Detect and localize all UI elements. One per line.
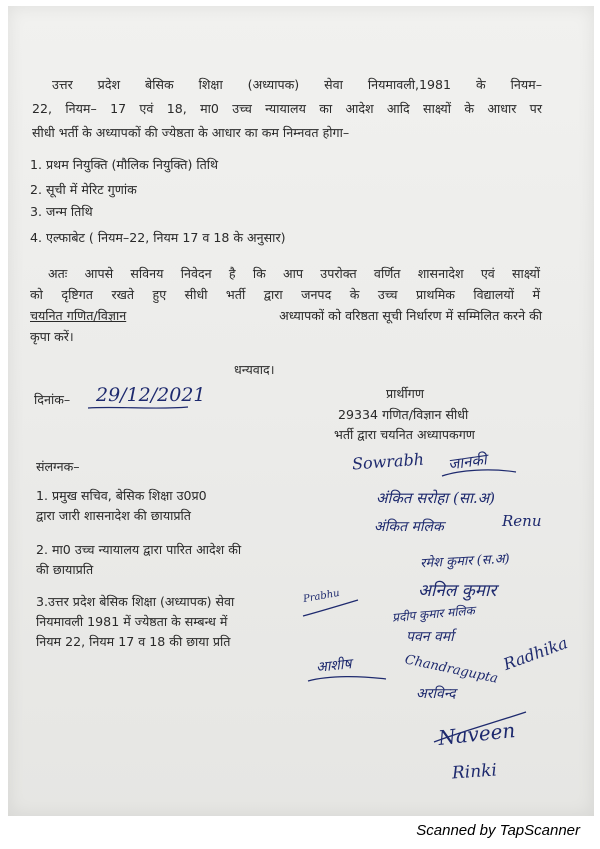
signature-ashish: आशीष [315,656,353,676]
signature-ankit-malik: अंकित मलिक [374,519,444,535]
signature-rinki: Rinki [451,760,498,784]
criteria-item-2: 2. सूची में मेरिट गुणांक [30,182,137,197]
signature-pradeep-malik: प्रदीप कुमार मलिक [391,603,476,625]
signature-naveen: Naveen [436,718,517,750]
intro-line-2: 22, नियम– 17 एवं 18, मा0 उच्च न्यायालय का आदेश आदि साक्ष्यों के आधार पर [32,101,542,116]
thanks-text: धन्यवाद। [234,362,275,377]
enclosure-3-line-3: नियम 22, नियम 17 व 18 की छाया प्रति [36,634,231,649]
request-line-2: को दृष्टिगत रखते हुए सीधी भर्ती द्वारा जनपद के उच्च प्राथमिक विद्यालयों में [30,287,540,302]
request-line-4: कृपा करें। [30,329,74,344]
date-label: दिनांक– [34,392,71,407]
request-line-3 [30,307,542,324]
subject-underlined: चयनित गणित/विज्ञान [30,308,127,323]
date-underline [86,404,190,412]
signature-ramesh-kumar: रमेश कुमार (स.अ) [419,551,511,572]
signature-renu: Renu [502,512,542,530]
enclosure-1-line-1: 1. प्रमुख सचिव, बेसिक शिक्षा उ0प्र0 [36,488,207,503]
signature-anil-kumar: अनिल कुमार [418,581,497,601]
applicants-line-2: भर्ती द्वारा चयनित अध्यापकगण [334,427,475,442]
signature-pawan-verma: पवन वर्मा [406,629,454,645]
signature-radhika: Radhika [500,633,571,674]
enclosure-2-line-1: 2. मा0 उच्च न्यायालय द्वारा पारित आदेश की [36,542,242,557]
signature-prabhu: Prabhu [302,587,341,606]
enclosure-2-line-2: की छायाप्रति [36,562,94,577]
criteria-item-4: 4. एल्फाबेट ( नियम–22, नियम 17 व 18 के अनुसार) [30,230,286,245]
applicants-heading: प्रार्थीगण [386,386,424,401]
signature-sowrabh: Sowrabh [351,449,425,474]
date-value: 29/12/2021 [96,384,206,406]
intro-line-1: उत्तर प्रदेश बेसिक शिक्षा (अध्यापक) सेवा नियमावली,1981 के नियम– [52,77,542,92]
criteria-item-3: 3. जन्म तिथि [30,204,93,219]
signature-naveen-stroke [430,706,530,746]
request-line-1: अतः आपसे सविनय निवेदन है कि आप उपरोक्त वर्णित शासनादेश एवं साक्ष्यों [48,266,540,281]
signature-prabhu-stroke [300,596,362,622]
signature-arvind: अरविन्द [416,686,456,702]
request-line-3-rest: अध्यापकों को वरिष्ठता सूची निर्धारण में सम्मिलित करने की [279,308,542,323]
signature-janki-stroke [440,466,520,480]
enclosures-heading: संलग्नक– [36,459,80,474]
signature-ankit-saroha: अंकित सरोहा (सा.अ) [376,489,495,507]
scanner-watermark: Scanned by TapScanner [416,822,580,839]
applicants-line-1: 29334 गणित/विज्ञान सीधी [338,407,469,422]
enclosure-3-line-1: 3.उत्तर प्रदेश बेसिक शिक्षा (अध्यापक) सेवा [36,594,235,609]
enclosure-1-line-2: द्वारा जारी शासनादेश की छायाप्रति [36,508,191,523]
signature-ashish-stroke [306,673,388,685]
signature-janki: जानकी [446,450,488,474]
criteria-item-1: 1. प्रथम नियुक्ति (मौलिक नियुक्ति) तिथि [30,157,219,172]
signature-chandragupta: Chandragupta [403,652,500,687]
intro-line-3: सीधी भर्ती के अध्यापकों की ज्येष्ठता के आधार का कम निम्नवत होगा– [32,125,350,140]
enclosure-3-line-2: नियमावली 1981 में ज्येष्ठता के सम्बन्ध में [36,614,228,629]
